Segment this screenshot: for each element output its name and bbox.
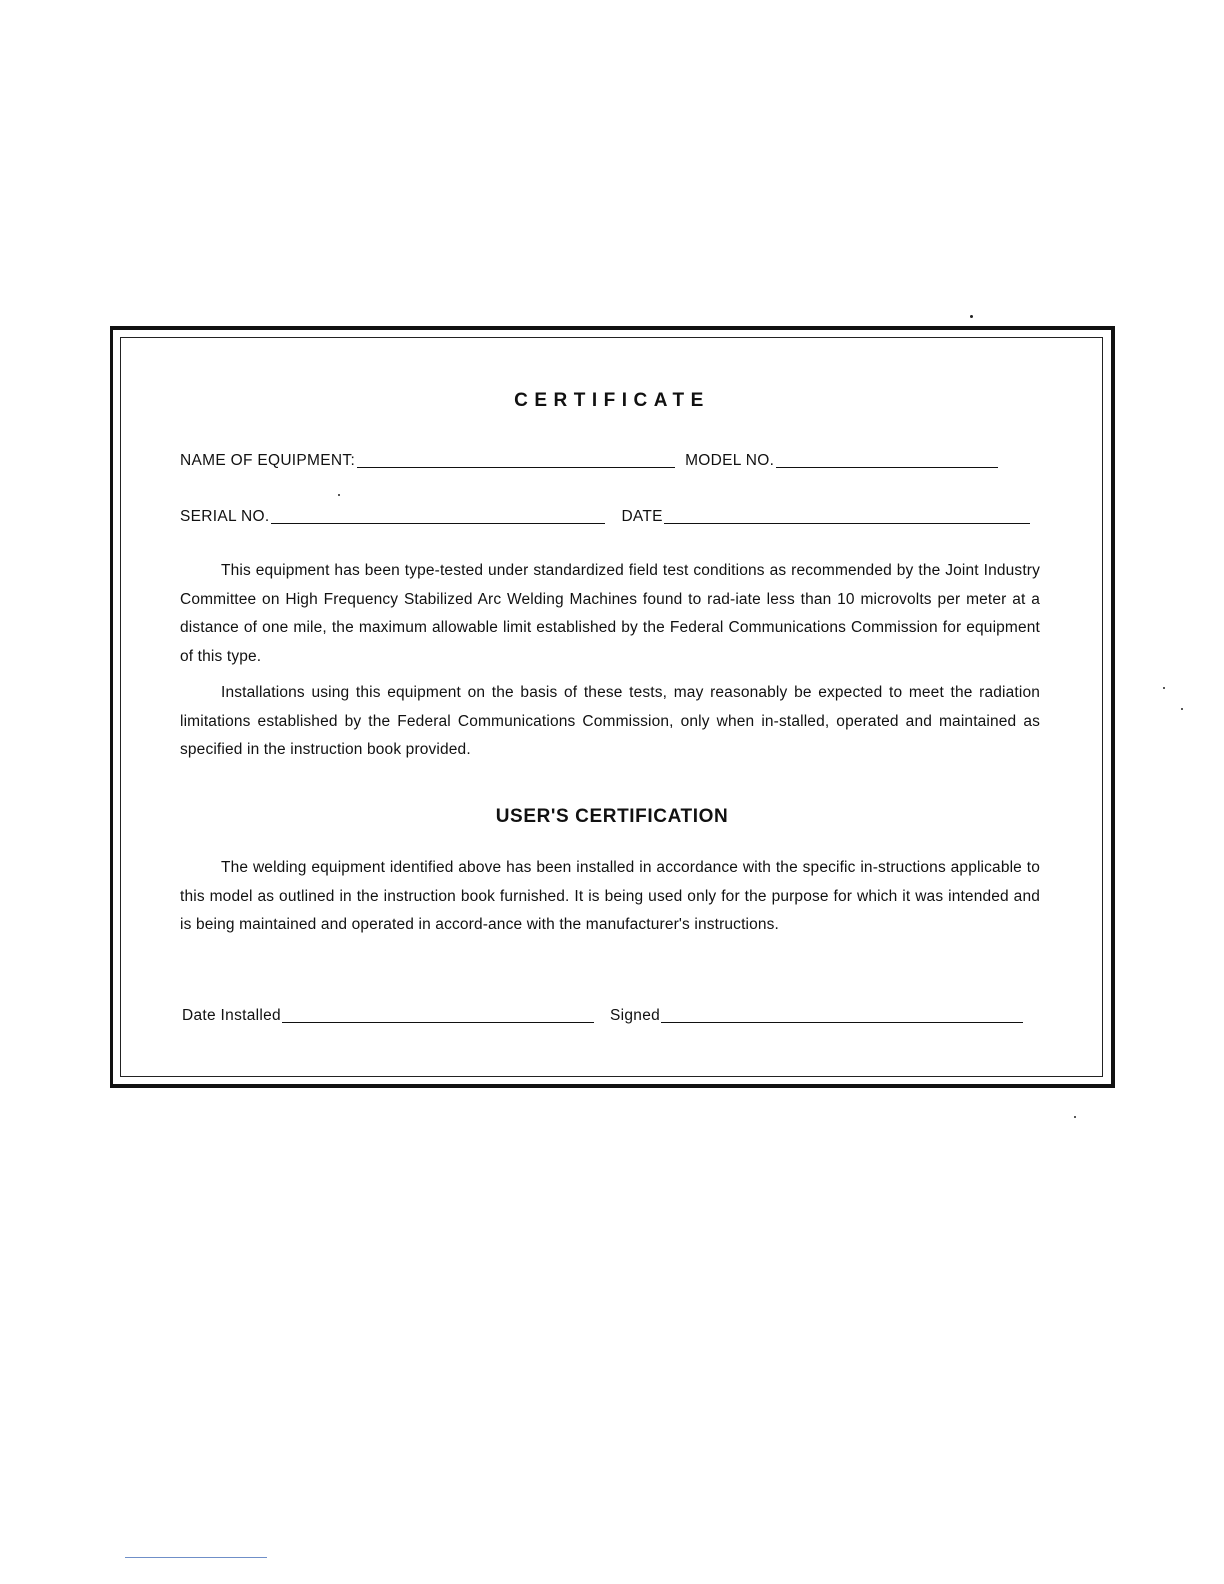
signature-field[interactable]: [661, 1005, 1023, 1023]
scan-speck: [338, 494, 340, 496]
date-installed-label: Date Installed: [182, 1007, 281, 1024]
scan-speck: [1074, 1116, 1076, 1118]
equipment-model-row: [180, 448, 1042, 470]
scan-speck: [970, 315, 973, 318]
model-no-field[interactable]: [776, 450, 998, 468]
scan-speck: [1181, 708, 1183, 710]
bottom-rule: [125, 1557, 267, 1558]
equipment-name-label: NAME OF EQUIPMENT:: [180, 452, 356, 469]
serial-no-field[interactable]: [271, 506, 605, 524]
users-certification-heading: USER'S CERTIFICATION: [495, 806, 729, 827]
date-installed-signed-row: [182, 1003, 1044, 1025]
serial-date-row: [180, 504, 1042, 526]
equipment-name-field[interactable]: [357, 450, 675, 468]
installation-paragraph: Installations using this equipment on the basis of these tests, may reasonably be expected to meet the radiation limitations established by the Federal Communications Commission, only when in-stalled, operated and maintained as specified in the instruction book provided.: [180, 684, 1040, 759]
scan-speck: [1163, 687, 1165, 689]
users-certification-paragraph: The welding equipment identified above has been installed in accordance with the specific in-structions applicable to this model as outlined in the instruction book furnished. It is being used only for the purpose for which it was intended and is being maintained and operated in accord-ance with the manufacturer's instructions.: [180, 859, 1040, 934]
model-no-label: MODEL NO.: [685, 452, 775, 469]
date-label: DATE: [621, 508, 663, 525]
serial-no-label: SERIAL NO.: [180, 508, 270, 525]
certificate-title: CERTIFICATE: [514, 390, 710, 411]
signed-label: Signed: [609, 1007, 661, 1024]
date-installed-field[interactable]: [282, 1005, 594, 1023]
date-field[interactable]: [664, 506, 1030, 524]
type-test-paragraph: This equipment has been type-tested under standardized field test conditions as recommended by the Joint Industry Committee on High Frequency Stabilized Arc Welding Machines found to rad-iate less than 10 microvolts per meter at a distance of one mile, the maximum allowable limit established by the Federal Communications Commission for equipment of this type.: [180, 562, 1040, 665]
